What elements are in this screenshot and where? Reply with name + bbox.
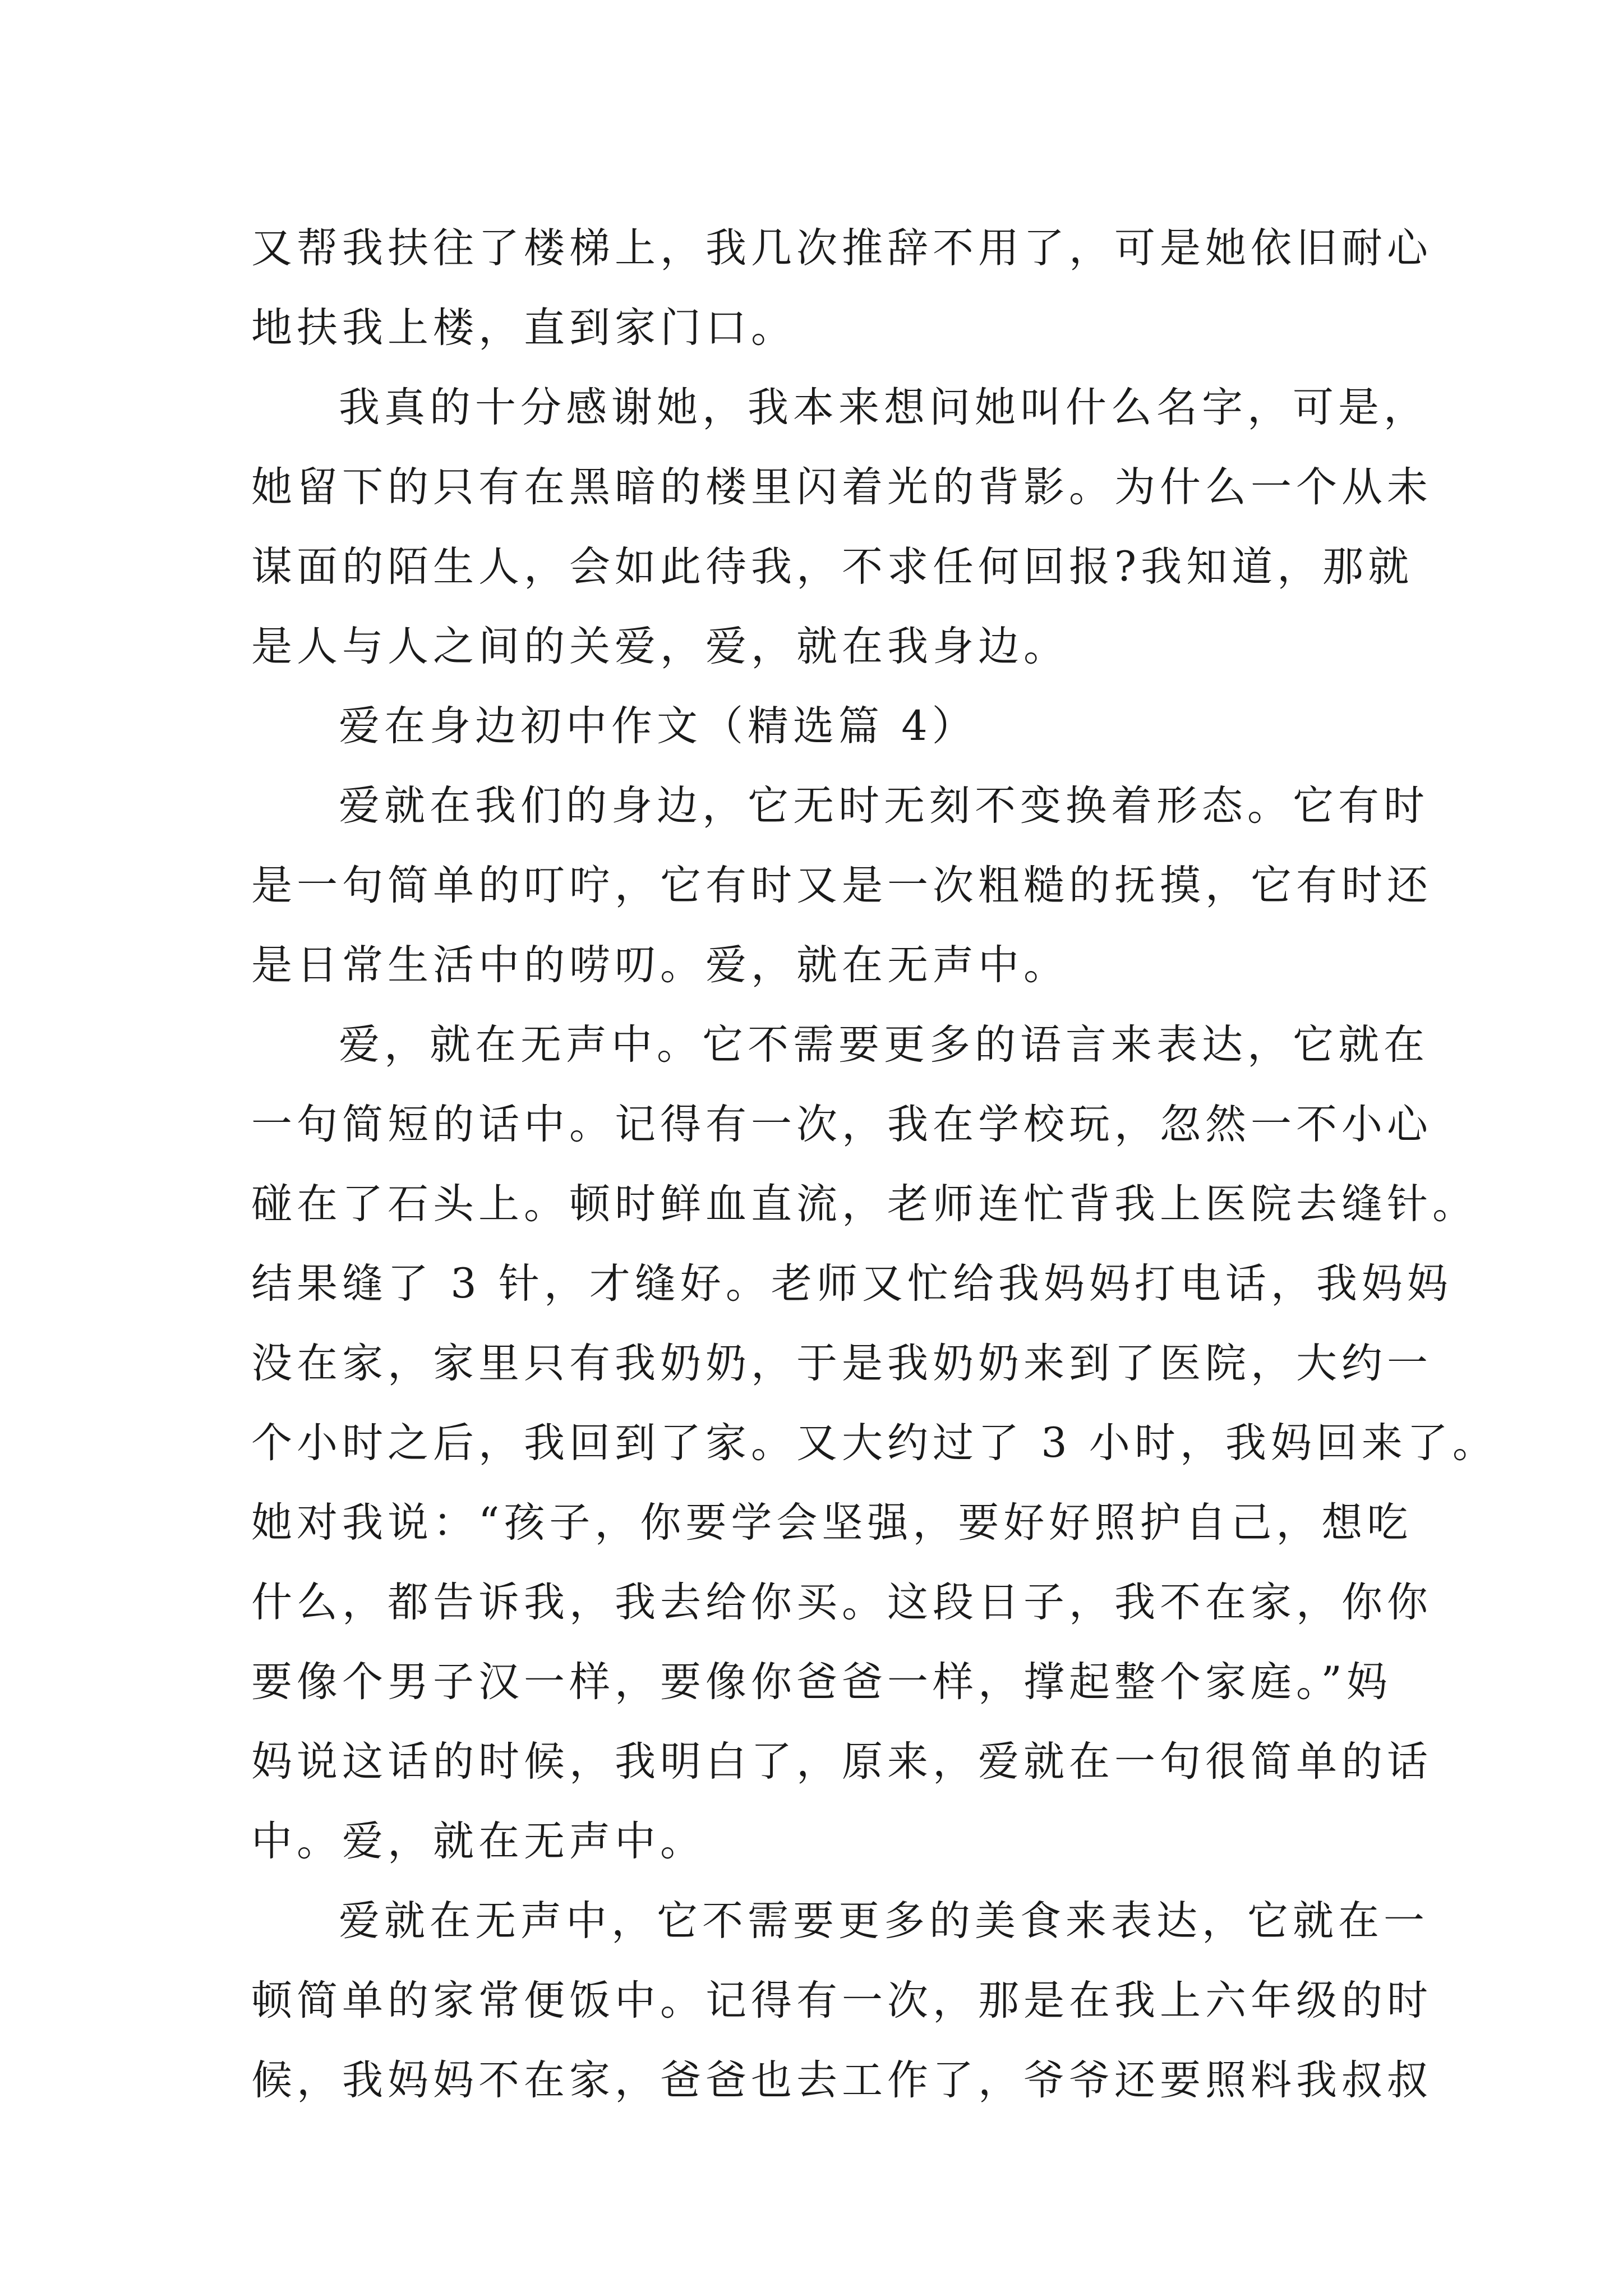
text-line: 谋面的陌生人，会如此待我，不求任何回报?我知道，那就: [251, 543, 1414, 591]
text-line: 要像个男子汉一样，要像你爸爸一样，撑起整个家庭。”妈: [251, 1658, 1392, 1706]
paragraph: [251, 209, 1432, 368]
paragraph: [251, 766, 1432, 1005]
text-line: 是一句简单的叮咛，它有时又是一次粗糙的抚摸，它有时还: [251, 862, 1432, 909]
text-line: 是人与人之间的关爱，爱，就在我身边。: [251, 623, 1069, 670]
text-line: 又帮我扶往了楼梯上，我几次推辞不用了，可是她依旧耐心: [251, 224, 1432, 272]
text-line: 没在家，家里只有我奶奶，于是我奶奶来到了医院，大约一: [251, 1340, 1432, 1387]
text-line: 她对我说：“孩子，你要学会坚强，要好好照护自己，想吃: [251, 1499, 1413, 1547]
text-line: 我真的十分感谢她，我本来想问她叫什么名字，可是，: [339, 384, 1429, 431]
text-line: 个小时之后，我回到了家。又大约过了 3 小时，我妈回来了。: [251, 1419, 1498, 1467]
document-body: [251, 209, 1498, 2120]
text-line: 爱，就在无声中。它不需要更多的语言来表达，它就在: [339, 1021, 1429, 1069]
text-line: 她留下的只有在黑暗的楼里闪着光的背影。为什么一个从未: [251, 463, 1432, 511]
text-line: 一句简短的话中。记得有一次，我在学校玩，忽然一不小心: [251, 1101, 1432, 1148]
paragraph: [251, 1005, 1498, 1881]
text-line: 结果缝了 3 针，才缝好。老师又忙给我妈妈打电话，我妈妈: [251, 1260, 1453, 1308]
text-line: 爱就在我们的身边，它无时无刻不变换着形态。它有时: [339, 782, 1429, 830]
section-heading: [251, 687, 1373, 766]
text-line: 中。爱，就在无声中。: [251, 1818, 706, 1865]
paragraph: [251, 1881, 1432, 2120]
text-line: 爱就在无声中，它不需要更多的美食来表达，它就在一: [339, 1897, 1429, 1945]
text-line: 地扶我上楼，直到家门口。: [251, 304, 796, 352]
text-line: 碰在了石头上。顿时鲜血直流，老师连忙背我上医院去缝针。: [251, 1180, 1478, 1228]
section-heading-text: 爱在身边初中作文（精选篇 4）: [339, 702, 978, 750]
text-line: 什么，都告诉我，我去给你买。这段日子，我不在家，你你: [251, 1579, 1432, 1626]
paragraph: [251, 368, 1432, 687]
text-line: 候，我妈妈不在家，爸爸也去工作了，爷爷还要照料我叔叔: [251, 2056, 1432, 2104]
text-line: 顿简单的家常便饭中。记得有一次，那是在我上六年级的时: [251, 1977, 1432, 2024]
text-line: 妈说这话的时候，我明白了，原来，爱就在一句很简单的话: [251, 1738, 1432, 1786]
text-line: 是日常生活中的唠叨。爱，就在无声中。: [251, 941, 1069, 989]
